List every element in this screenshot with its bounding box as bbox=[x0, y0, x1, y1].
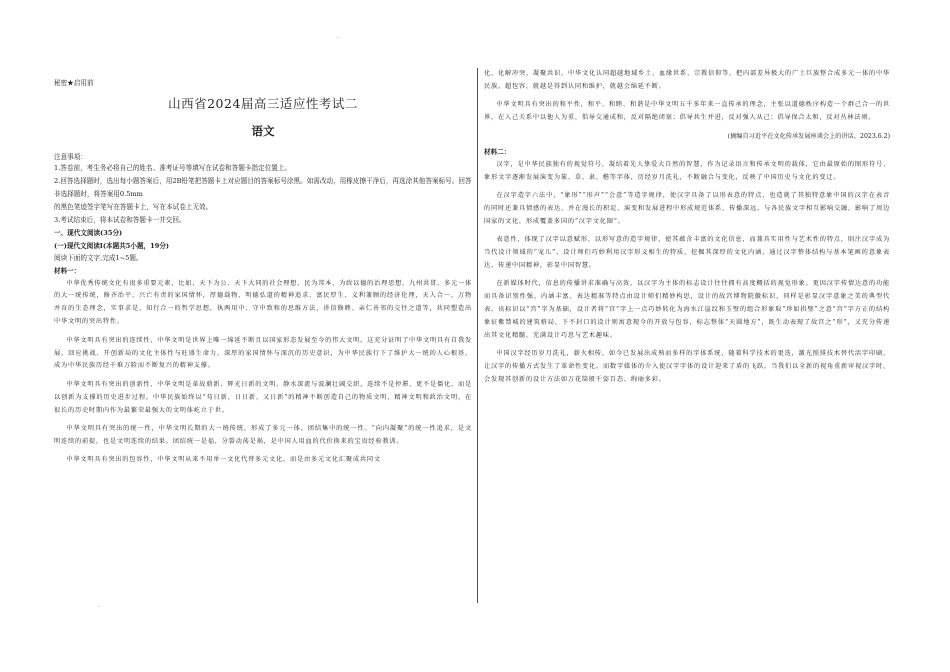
column-divider bbox=[477, 68, 478, 603]
bottom-dot: · bbox=[98, 604, 100, 611]
material-2-paragraph: 中国汉字经历岁月洗礼，薪火相传，如今已发展出成熟而多样的字体系统，随着科学技术的更迭，激光照排技术替代活字印刷，让汉字的传播方式发生了革命性变化，而数字媒体的介入使汉字字体的设计迎来了盾的飞跃。当我们以全新的视角重新审视汉字时，会发现其创新的设计方法如万花筒般千姿百态、绚丽多彩。 bbox=[484, 350, 890, 384]
secret-mark: 秘密★启用前 bbox=[54, 79, 94, 87]
material-1-paragraph: 中华文明具有突出的包容性，中华文明从来不用单一文化代替多元文化，而是由多元文化汇聚成共同文 bbox=[66, 456, 381, 464]
notice-item: 3.考试结束后，将本试卷和答题卡一并交回。 bbox=[54, 216, 186, 224]
material-1-paragraph: 中华文明具有突出的统一性，中华文明长期的大一统传统，形成了多元一体、团结集中的统一性。“向内凝聚”的统一性追求，是文明连续的前提，也是文明连续的结果。团结统一是福，分裂动荡是祸，是中国人用血的代价换来的宝贵经验教训。 bbox=[54, 425, 472, 445]
left-column bbox=[54, 68, 472, 473]
material-1-paragraph: 中华文明具有突出的和平性，和平、和睦、和谐是中华文明五千多年来一直传承的理念，主张以道德秩序构造一个群己合一的世界，在人己关系中以他人为重，倡导交通成和，反对隔绝闭塞；倡导共生并进，反对强人从己；倡导保合太和，反对丛林法则。 bbox=[484, 101, 890, 122]
material-1-paragraph: 化，化解冲突，凝聚共识，中华文化认同超越地域乡土、血缘世系、宗教信仰等，把内部差异极大的广土巨族整合成多元一体的中华民族。超包容，就越是得到认同和维护，就越会绵延不断。 bbox=[484, 70, 890, 90]
material-2-paragraph: 表意性，体现了汉字以意赋形、以形写意的造字规律，使其蕴含丰富的文化信息，而兼具实用性与艺术性的特点，則注汉字成为当代设计领域的“宠儿”，设计师们巧妙利用汉字形义相生的特质，挖掘其深厚的文化内涵，通过汉字整体结构与基本笔画的意象表达，传递中国精神，彰显中国智慧。 bbox=[484, 236, 890, 269]
material-2-label: 材料二： bbox=[484, 147, 511, 156]
material-1-label: 材料一： bbox=[54, 266, 81, 275]
notice-item: 2.回答选择题时，选出每小题答案后，用2B铅笔把答题卡上对应题目的答案标号涂黑。如需改动，用橡皮擦干净后，再选涂其他答案标号。回答非选择题时，将答案用0.5mm bbox=[54, 177, 472, 198]
instruction: 阅读下面的文字,完成1~5题。 bbox=[54, 254, 143, 262]
material-1-paragraph: 中华文明具有突出的创新性，中华文明是革故鼎新、辉光日新的文明，静水深流与波澜壮阔交织，连续不是停滞、更不是僵化，而是以创新为支撑的历史进步过程。中华民族始终以“苟日新，日日新，又日新”的精神不断创造自己的物质文明、精神文明和政治文明，在很长的历史时期内作为最繁荣最强大的文明体屹立于世。 bbox=[54, 380, 472, 414]
top-dot: · bbox=[337, 35, 339, 42]
exam-title: 山西省2024届高三适应性考试二 bbox=[168, 96, 358, 111]
notice-item: 1.答卷前，考生务必将自己的姓名、准考证号等填写在试卷和答题卡指定位置上。 bbox=[54, 164, 292, 172]
notice-item: 的黑色笔迹签字笔写在答题卡上，写在本试卷上无效。 bbox=[54, 203, 213, 211]
material-1-paragraph: 中华优秀传统文化有很多重要元素，比如，天下为公、天下大同的社会理想，民为邦本、为政以德的治理思想，九州共贯、多元一体的大一统传统，修齐治平、兴亡有责的家国情怀，厚德载物、明德弘道的精神追求，富民厚生、义利兼顾的经济伦理，天人合一、万物并育的生态理念，实事求是、知行合一的哲学思想，执两用中、守中致和的思维方法，讲信修睦、亲仁善邻的交往之道等，共同塑造出中华文明的突出特性。 bbox=[54, 279, 472, 326]
right-column bbox=[484, 68, 890, 393]
material-1-paragraph: 中华文明具有突出的连续性，中华文明是世界上唯一绵延不断且以国家形态发展至今的伟大文明。这充分证明了中华文明具有自我发展、回应挑战、开创新局的文化主体性与旺盛生命力，深厚的家国情怀与深沉的历史意识，为中华民族行下了维护大一统的人心根基，成为中华民族历经千难万险而不断复兴的精神支撑。 bbox=[54, 336, 472, 370]
source-citation: (摘编自习近平在文化传承发展座谈会上的讲话，2023.6.2) bbox=[727, 132, 890, 140]
material-2-paragraph: 汉字，是中华民族独有的视觉符号，凝结着先人挚爱大自然的智慧，作为记录语言和传承文明的载体，它由最原始的图形符号、象形文字逐渐发展演变为篆、草、隶、楷等字体，历经岁月洗礼，不断融合与变化，反映了中国历史与文化的变迁。 bbox=[484, 160, 890, 181]
material-2-paragraph: 在新媒体时代，信息的传播讲求准确与高效，以汉字为主体的标志设计往往拥有高度概括的视觉形象。更因汉字传情达意的功能而具备识别性强、内涵丰富、表达精准等特点由设计师们精妙构思，设计的故宫博物院徽标识，同样是彰显汉字意象之美的典型代表，该标识以“宫”字为基础，设计者将“宫”字上一点巧妙转化为海水江崖纹和玉璧的组合形象取“珍如拱璧”之意“宫”字方正的结构象征紫禁城的建筑格局，下不封口的设计则寓意现今的开放与包容，标志整体“天圆地方”，既生动表现了故宫之“形”，又充分传递出其文化精髓，充满设计巧思与艺术趣味。 bbox=[484, 280, 890, 339]
notice-heading: 注意事项： bbox=[54, 153, 87, 161]
material-2-paragraph: 在汉字造字六法中，“象形”“形声”“会意”等造字规律，使汉字具备了以形表意的特点，也造就了其独特意象中国的汉字在表音的同时还兼具情感的表达，并在漫长的积淀、演变和发展进程中形成规范体系，传播深远，与各民族文字相互影响交融，影响了周边国家的文化，形成覆盖多国的“汉字文化圈”。 bbox=[484, 191, 890, 225]
section-heading: 一、现代文阅读(35分) bbox=[54, 229, 123, 237]
subject-title: 语文 bbox=[251, 124, 275, 138]
subsection-heading: (一)现代文阅读I(本题共5小题，19分) bbox=[54, 241, 170, 250]
